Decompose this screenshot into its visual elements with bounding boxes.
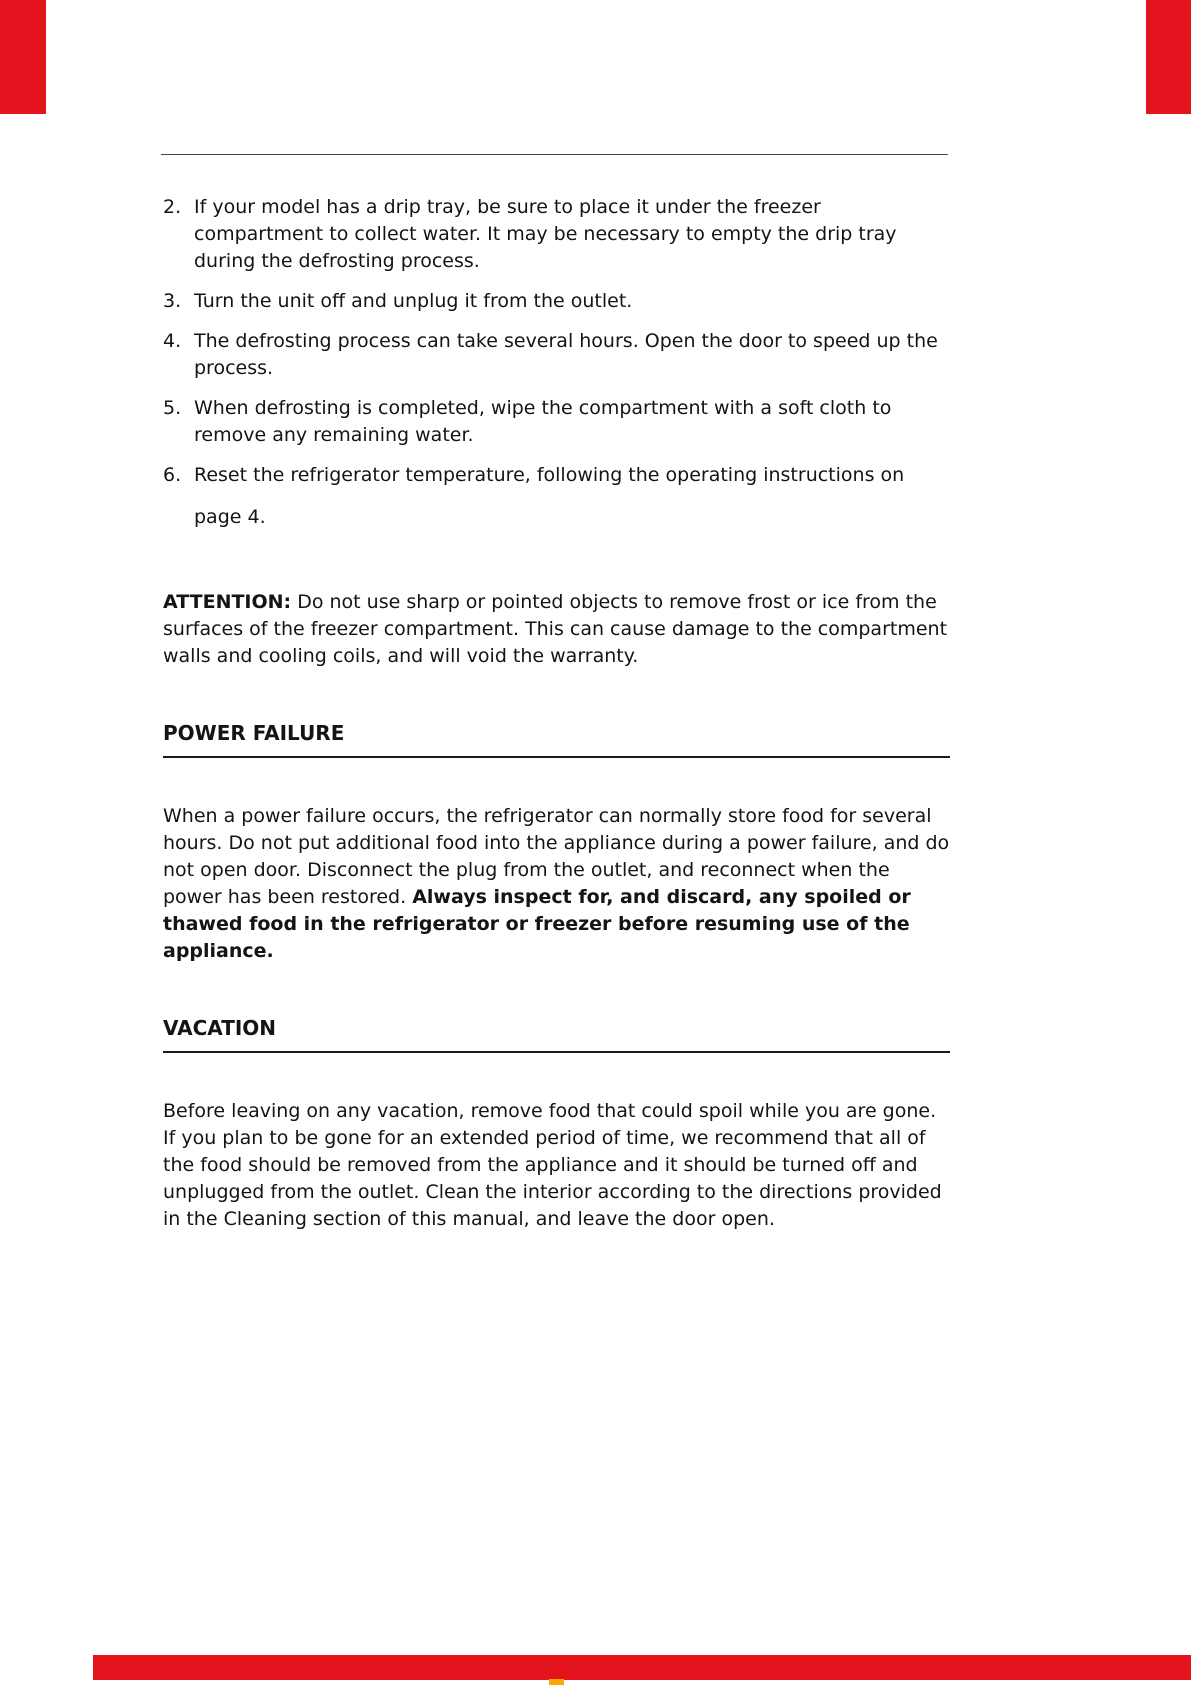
list-item [163,328,950,382]
list-item [163,462,950,489]
bottom-logo-fragment [549,1679,564,1685]
power-failure-heading: POWER FAILURE [163,720,950,758]
list-item-number: 5. [163,397,182,419]
list-item-text: The defrosting process can take several hours. Open the door to speed up the process. [194,330,938,379]
page-content [163,194,950,1233]
list-item-continuation: page 4. [194,506,266,528]
list-item-text: If your model has a drip tray, be sure to place it under the freezer compartment to collect water. It may be necessary to empty the drip tray during the defrosting process. [194,196,897,272]
list-item [163,194,950,275]
header-rule [161,154,948,155]
list-item-number: 3. [163,290,182,312]
vacation-heading: VACATION [163,1015,950,1053]
top-right-red-bar [1146,0,1191,114]
power-failure-text: When a power failure occurs, the refrigerator can normally store food for several hours. Do not put additional food into the appliance during a power failure, and do not open door. Disconnect the plug from the outlet, and reconnect when the power has been restored. [163,805,950,908]
list-item-number: 2. [163,196,182,218]
list-item-text: Turn the unit off and unplug it from the outlet. [194,290,633,312]
list-item [163,395,950,449]
list-item-number: 4. [163,330,182,352]
top-left-red-bar [0,0,46,114]
list-item-text: When defrosting is completed, wipe the compartment with a soft cloth to remove any remaining water. [194,397,892,446]
power-failure-bold-text: Always inspect for, and discard, any spoiled or thawed food in the refrigerator or freezer before resuming use of the appliance. [163,886,911,962]
vacation-paragraph: Before leaving on any vacation, remove food that could spoil while you are gone. If you plan to be gone for an extended period of time, we recommend that all of the food should be removed from the appliance and it should be turned off and unplugged from the outlet. Clean the interior according to the directions provided in the Cleaning section of this manual, and leave the door open. [163,1100,942,1230]
attention-text: Do not use sharp or pointed objects to remove frost or ice from the surfaces of the freezer compartment. This can cause damage to the compartment walls and cooling coils, and will void the warranty. [163,591,948,667]
power-failure-paragraph [163,803,950,965]
list-item-number: 6. [163,464,182,486]
attention-note [163,589,950,670]
attention-label: ATTENTION: [163,591,292,613]
list-item [163,288,950,315]
defrost-instructions-list [163,194,950,531]
bottom-red-bar [93,1655,1191,1680]
list-item-text: Reset the refrigerator temperature, following the operating instructions on [194,464,905,486]
